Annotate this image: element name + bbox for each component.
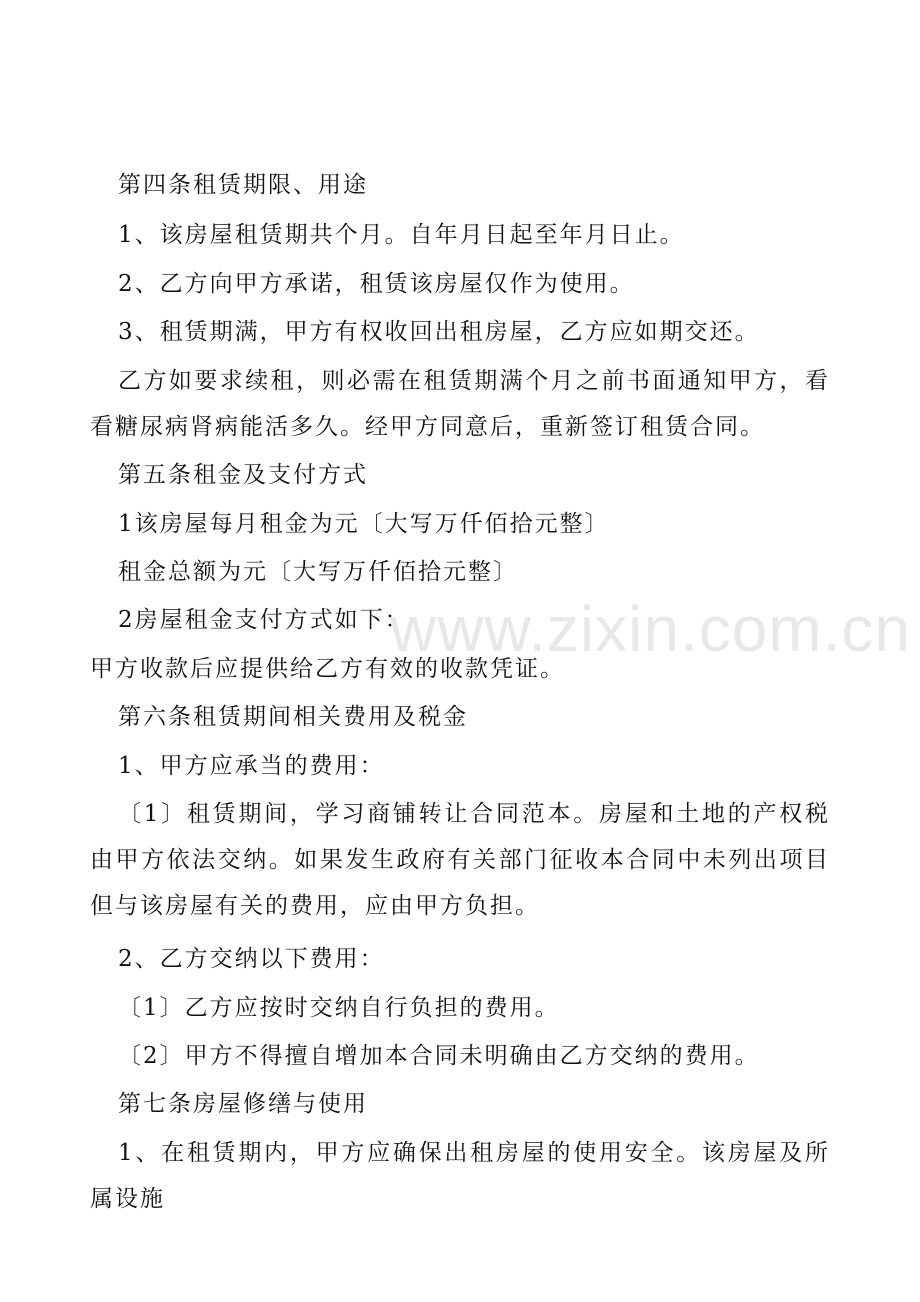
paragraph-receipt: 甲方收款后应提供给乙方有效的收款凭证。 xyxy=(90,656,565,682)
paragraph-monthly-rent: 1该房屋每月租金为元〔大写万仟佰拾元整〕 xyxy=(118,511,610,537)
paragraph-lessee-fees: 2、乙方交纳以下费用： xyxy=(118,946,385,972)
article-4-heading: 第四条租赁期限、用途 xyxy=(118,172,368,198)
paragraph-repair-safety: 1、在租赁期内，甲方应确保出租房屋的使用安全。该房屋及所属设施 xyxy=(90,1140,830,1212)
paragraph-payment-method: 2房屋租金支付方式如下： xyxy=(118,607,410,633)
paragraph-lessee-fee-item-2: 〔2〕甲方不得擅自增加本合同未明确由乙方交纳的费用。 xyxy=(118,1043,760,1069)
article-5-heading: 第五条租金及支付方式 xyxy=(118,462,368,488)
paragraph-lease-expiry: 3、租赁期满，甲方有权收回出租房屋，乙方应如期交还。 xyxy=(118,319,760,345)
paragraph-renewal: 乙方如要求续租，则必需在租赁期满个月之前书面通知甲方，看看糖尿病肾病能活多久。经甲方同意后，重新签订租赁合同。 xyxy=(90,368,830,440)
paragraph-total-rent: 租金总额为元〔大写万仟佰拾元整〕 xyxy=(118,559,518,585)
article-7-heading: 第七条房屋修缮与使用 xyxy=(118,1091,368,1117)
paragraph-lessee-fee-item-1: 〔1〕乙方应按时交纳自行负担的费用。 xyxy=(118,995,560,1021)
paragraph-lease-term: 1、该房屋租赁期共个月。自年月日起至年月日止。 xyxy=(118,222,685,248)
article-6-heading: 第六条租赁期间相关费用及税金 xyxy=(118,704,468,730)
paragraph-property-tax: 〔1〕租赁期间，学习商铺转让合同范本。房屋和土地的产权税由甲方依法交纳。如果发生政府有关部门征收本合同中未列出项目但与该房屋有关的费用，应由甲方负担。 xyxy=(90,801,830,919)
paragraph-usage-promise: 2、乙方向甲方承诺，租赁该房屋仅作为使用。 xyxy=(118,271,635,297)
watermark: www.zixin.com.cn xyxy=(390,593,911,665)
paragraph-lessor-fees: 1、甲方应承当的费用： xyxy=(118,753,385,779)
